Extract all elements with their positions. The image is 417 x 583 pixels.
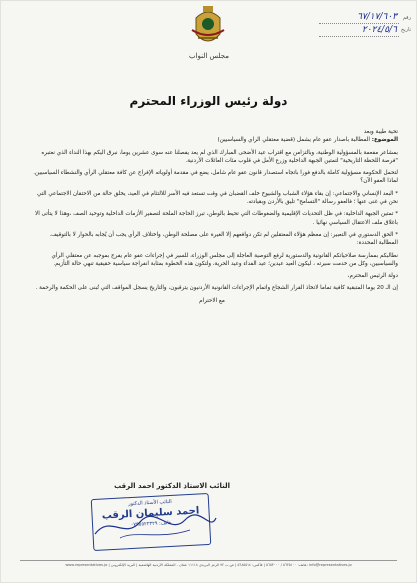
ref-date-label: تاريخ xyxy=(401,27,411,33)
ref-line xyxy=(319,23,399,24)
stamp-title: النائب الأستاذ الدكتور xyxy=(128,498,172,508)
stamp-name: احمد سليمان الرقب xyxy=(101,505,200,522)
jordan-coat-of-arms-icon xyxy=(188,4,228,50)
paragraph: لتحمل الحكومة مسؤولية كاملة بالدفع فورا باتجاه استصدار قانون عفو عام شامل، يضع في مقدمة أولوياته الإفراج عن كافة معتقلي الرأي والنشطاء السياسيين. xyxy=(33,170,398,177)
bullet-paragraph: * الحق الدستوري في التعبير: إن معظم هؤلاء المعتقلين لم تكن دوافعهم إلا الغيرة على مصلحة الوطن، واختلاف الرأي يجب أن يُجابه بالحوار لا بالتوقيف. xyxy=(49,231,398,238)
subject-label: الموضوع: xyxy=(371,137,398,144)
parliament-caption: مجلس النواب xyxy=(188,52,230,60)
ref-date-value: ٢٠٢٤/٥/٦ xyxy=(361,25,397,35)
subject-text: المطالبة باصدار عفو عام يشمل (قضية معتقلي الراي والسياسيين) xyxy=(217,137,370,144)
signatory-title: النائب الاستاذ الدكتور احمد الرقب xyxy=(114,482,230,490)
letter-heading: دولة رئيس الوزراء المحترم xyxy=(129,94,288,108)
ref-number-label: رقم xyxy=(402,15,411,21)
stamp-phone: هاتف: ٠٧٩٥٥٢٢٣٢٩ xyxy=(130,519,172,529)
ref-number-value: ٦٧/١٧/٦٠٣ xyxy=(357,12,397,22)
bullet-paragraph: * البعد الإنساني والاجتماعي: إن بقاء هؤلاء الشباب والشيوخ خلف القضبان في وقت تستعد فيه الأسر للالتئام في العيد، يخلق حالة من الاحتقان الاجتماعي التي نحن في غنى عنها ؛ فالعفو رسالة "التسامح" تليق بالأردن وبقيادته. xyxy=(36,190,398,206)
greeting: تحية طيبة وبعد xyxy=(363,129,398,135)
salutation: دولة الرئيس المحترم، xyxy=(347,273,398,280)
closing: مع الاحترام xyxy=(199,297,225,304)
footer-contact: www.representatives.jo | هاتف: ٥٦٣٥١٠٠ / ٥٦٥٣٠٠٠ | فاكس: ٥٦٨٥٥١٤ | ص.ب ٧٢ الرمز البريدي ١١١١٨ عمان - المملكة الأردنية الهاشمية | البريد الإلكتروني: info@representatives.jo xyxy=(65,563,352,567)
letter-body xyxy=(26,128,398,305)
bullet-paragraph: * تمتين الجبهة الداخلية: في ظل التحديات الإقليمية والضغوطات التي تحيط بالوطن، تبرز الحاجة الملحة لتصفير الأزمات الداخلية وتوحيد الصف ،وهذا لا يتأتى الا باغلاق ملف الاعتقال السياسي نهائيا . xyxy=(35,211,398,226)
paragraph: نطالبكم بممارسة صلاحياتكم القانونية والدستورية لرفع التوصية العاجلة إلى مجلس الوزراء، للسير في إجراءات عفو عام يفرج بموجبه عن معتقلي الرأي والسياسيين، وكل من خدمت سيرته ، ليكون العيد عيدين؛ عيد الفداء وعيد الحرية، ولتكون هذه الخطوة بمثابة انفراجة سياسية حقيقية تنهي حالة التأزيم. xyxy=(51,252,398,267)
reference-block xyxy=(301,12,411,46)
footer-divider xyxy=(20,560,397,561)
paragraph: إن الـ 20 يوما المتبقية كافية تماما لاتخاذ القرار الشجاع واتمام الإجراءات القانونية الأردنيون يترقبون، والتاريخ يسجل المواقف التي تُبنى على الحكمة والرحمة . xyxy=(35,285,398,292)
paragraph: بمشاعر مفعمة بالمسؤولية الوطنية، وبالتزامن مع اقتراب عيد الأضحى المبارك الذي لم يعد يفصلنا عنه سوى عشرين يوما، نبرق اليكم بهذا النداء الذي نعتبره "فرصة اللحظة التاريخية" لتمتين الجبهة الداخلية وزرع الأمل في قلوب مئات العائلات الأردنية. xyxy=(41,149,398,164)
section-heading: لماذا العفو الآن؟ xyxy=(360,178,398,185)
section-heading: المطالبة المحددة: xyxy=(356,240,398,247)
handwritten-signature xyxy=(90,512,220,542)
subject-line xyxy=(26,136,398,144)
signature-area xyxy=(70,482,230,567)
ref-line xyxy=(319,36,399,37)
